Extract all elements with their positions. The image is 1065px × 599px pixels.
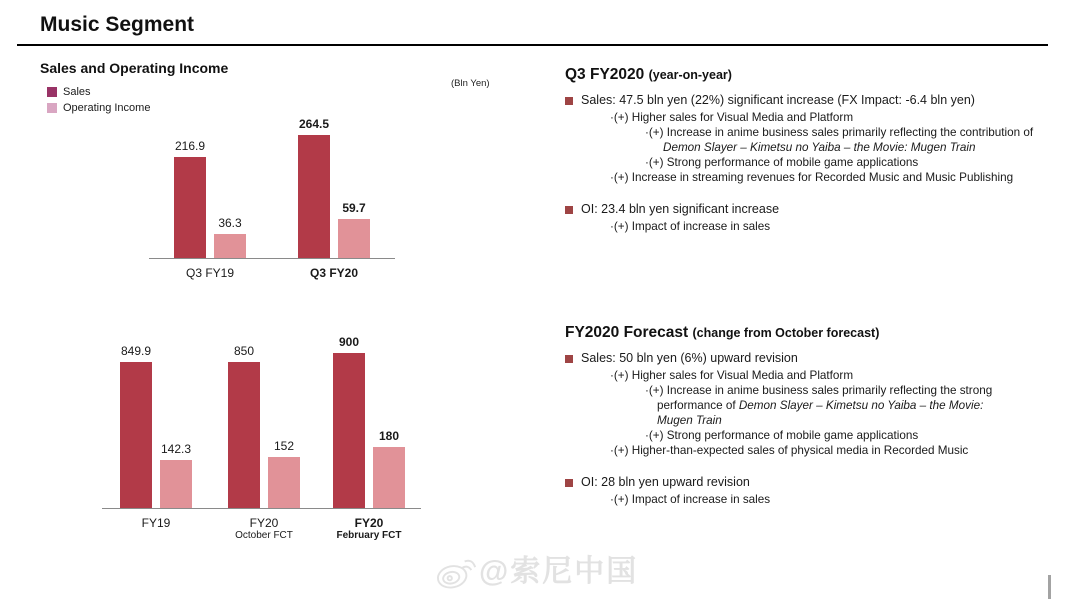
q3-oi-bullet [565, 202, 1062, 217]
forecast-sales-sub1: ·(+) Higher sales for Visual Media and Platform [610, 369, 854, 382]
bar-group-q3-fy20 [298, 117, 370, 280]
sales-bar [228, 344, 260, 508]
category-label-line1: Q3 FY20 [309, 266, 359, 280]
forecast-oi-bullet-text: OI: 28 bln yen upward revision [581, 475, 750, 489]
operating-income-bar-fill [338, 219, 370, 258]
spacer [565, 185, 1062, 202]
q3-heading-note: (year-on-year) [648, 68, 732, 82]
q3-sales-sub1-2: ·(+) Strong performance of mobile game applications [645, 156, 919, 169]
q3-sales-sub2: ·(+) Increase in streaming revenues for Recorded Music and Music Publishing [610, 171, 1014, 184]
spacer [565, 458, 1062, 475]
forecast-oi-bullet [565, 475, 1062, 490]
operating-income-bar-value-label: 36.3 [218, 216, 242, 230]
operating-income-bar [214, 216, 246, 258]
operating-income-bar [338, 201, 370, 258]
forecast-sales-sub2: ·(+) Higher-than-expected sales of physical media in Recorded Music [610, 444, 969, 457]
fy2020-forecast-section [565, 324, 1062, 507]
q3-oi-sub1: ·(+) Impact of increase in sales [610, 220, 771, 233]
sales-legend-label: Sales [63, 86, 91, 98]
chart-section-title: Sales and Operating Income [40, 60, 229, 76]
q3-fy2020-section [565, 66, 1062, 234]
forecast-heading-note: (change from October forecast) [692, 326, 880, 340]
forecast-sales-bullet-text: Sales: 50 bln yen (6%) upward revision [581, 351, 798, 365]
category-label [209, 516, 319, 542]
legend-item-operating-income [47, 100, 150, 116]
operating-income-bar-value-label: 142.3 [160, 442, 192, 456]
sales-bar-value-label: 900 [338, 335, 360, 349]
category-label [314, 516, 424, 542]
category-label [279, 266, 389, 280]
watermark-text: @索尼中国 [479, 555, 639, 588]
fullyear-bar-chart [102, 335, 421, 541]
bullet-square-icon [565, 355, 573, 363]
sales-bar-fill [174, 157, 206, 258]
bar-group-q3-fy19 [174, 139, 246, 280]
operating-income-legend-label: Operating Income [63, 102, 151, 114]
q3-sales-sub1-1-title: Demon Slayer – Kimetsu no Yaiba – the Movie: Mugen Train [663, 141, 976, 154]
operating-income-bar-fill [160, 460, 192, 508]
bullet-square-icon [565, 97, 573, 105]
legend-item-sales [47, 84, 150, 100]
operating-income-bar [160, 442, 192, 508]
operating-income-bar-fill [214, 234, 246, 258]
forecast-sales-sub1-1-cont [657, 398, 1062, 413]
sales-bar-value-label: 264.5 [298, 117, 330, 131]
chart-legend [47, 84, 150, 116]
sales-bar [298, 117, 330, 258]
category-label [101, 516, 211, 530]
q3-section-heading [565, 66, 1062, 84]
operating-income-bar-fill [268, 457, 300, 508]
sales-bar-fill [228, 362, 260, 508]
q3-sales-sub1-1: ·(+) Increase in anime business sales primarily reflecting the contribution of [645, 126, 1034, 139]
forecast-cont-regular: performance of [657, 399, 739, 412]
forecast-section-heading [565, 324, 1062, 342]
forecast-sales-sub1-2: ·(+) Strong performance of mobile game applications [645, 429, 919, 442]
weibo-watermark [433, 549, 638, 595]
forecast-cont-italic: Demon Slayer – Kimetsu no Yaiba – the Movie: [738, 399, 984, 412]
sales-bar [174, 139, 206, 258]
bullet-square-icon [565, 206, 573, 214]
operating-income-bar-fill [373, 447, 405, 508]
sales-bar-value-label: 849.9 [120, 344, 152, 358]
forecast-sales-sub1-1: ·(+) Increase in anime business sales primarily reflecting the strong [645, 384, 993, 397]
sales-legend-swatch [47, 87, 57, 97]
q3-sales-bullet-text: Sales: 47.5 bln yen (22%) significant increase (FX Impact: -6.4 bln yen) [581, 93, 975, 107]
q3-sales-sub1: ·(+) Higher sales for Visual Media and Platform [610, 111, 854, 124]
scrollbar-mark [1048, 575, 1051, 599]
forecast-sales-bullet [565, 351, 1062, 366]
operating-income-legend-swatch [47, 103, 57, 113]
sales-bar-value-label: 850 [233, 344, 255, 358]
quarterly-bar-chart [149, 108, 395, 280]
operating-income-bar [373, 429, 405, 508]
bar-group-fy20 [228, 344, 300, 541]
category-label-line2: February FCT [336, 530, 402, 541]
sales-bar [120, 344, 152, 508]
bullet-square-icon [565, 479, 573, 487]
category-label-line1: Q3 FY19 [185, 266, 235, 280]
sales-bar-value-label: 216.9 [174, 139, 206, 153]
bar-group-fy20 [333, 335, 405, 541]
category-label-line1: FY20 [354, 516, 384, 530]
category-label-line2: October FCT [235, 530, 293, 541]
forecast-sales-sub1-1-title-end: Mugen Train [657, 414, 722, 427]
q3-heading-main: Q3 FY2020 [565, 66, 649, 83]
operating-income-bar-value-label: 180 [378, 429, 400, 443]
q3-sales-bullet [565, 93, 1062, 108]
operating-income-bar-value-label: 59.7 [342, 201, 366, 215]
q3-oi-bullet-text: OI: 23.4 bln yen significant increase [581, 202, 780, 216]
weibo-logo-icon [433, 549, 479, 595]
forecast-oi-sub1: ·(+) Impact of increase in sales [610, 493, 771, 506]
title-divider [17, 44, 1048, 46]
operating-income-bar-value-label: 152 [273, 439, 295, 453]
bar-group-fy19 [120, 344, 192, 530]
forecast-heading-main: FY2020 Forecast [565, 324, 693, 341]
page-title: Music Segment [40, 13, 195, 36]
category-label [155, 266, 265, 280]
sales-bar-fill [298, 135, 330, 258]
sales-bar-fill [120, 362, 152, 508]
category-label-line1: FY20 [249, 516, 279, 530]
category-label-line1: FY19 [141, 516, 171, 530]
operating-income-bar [268, 439, 300, 508]
unit-label: (Bln Yen) [451, 78, 490, 89]
